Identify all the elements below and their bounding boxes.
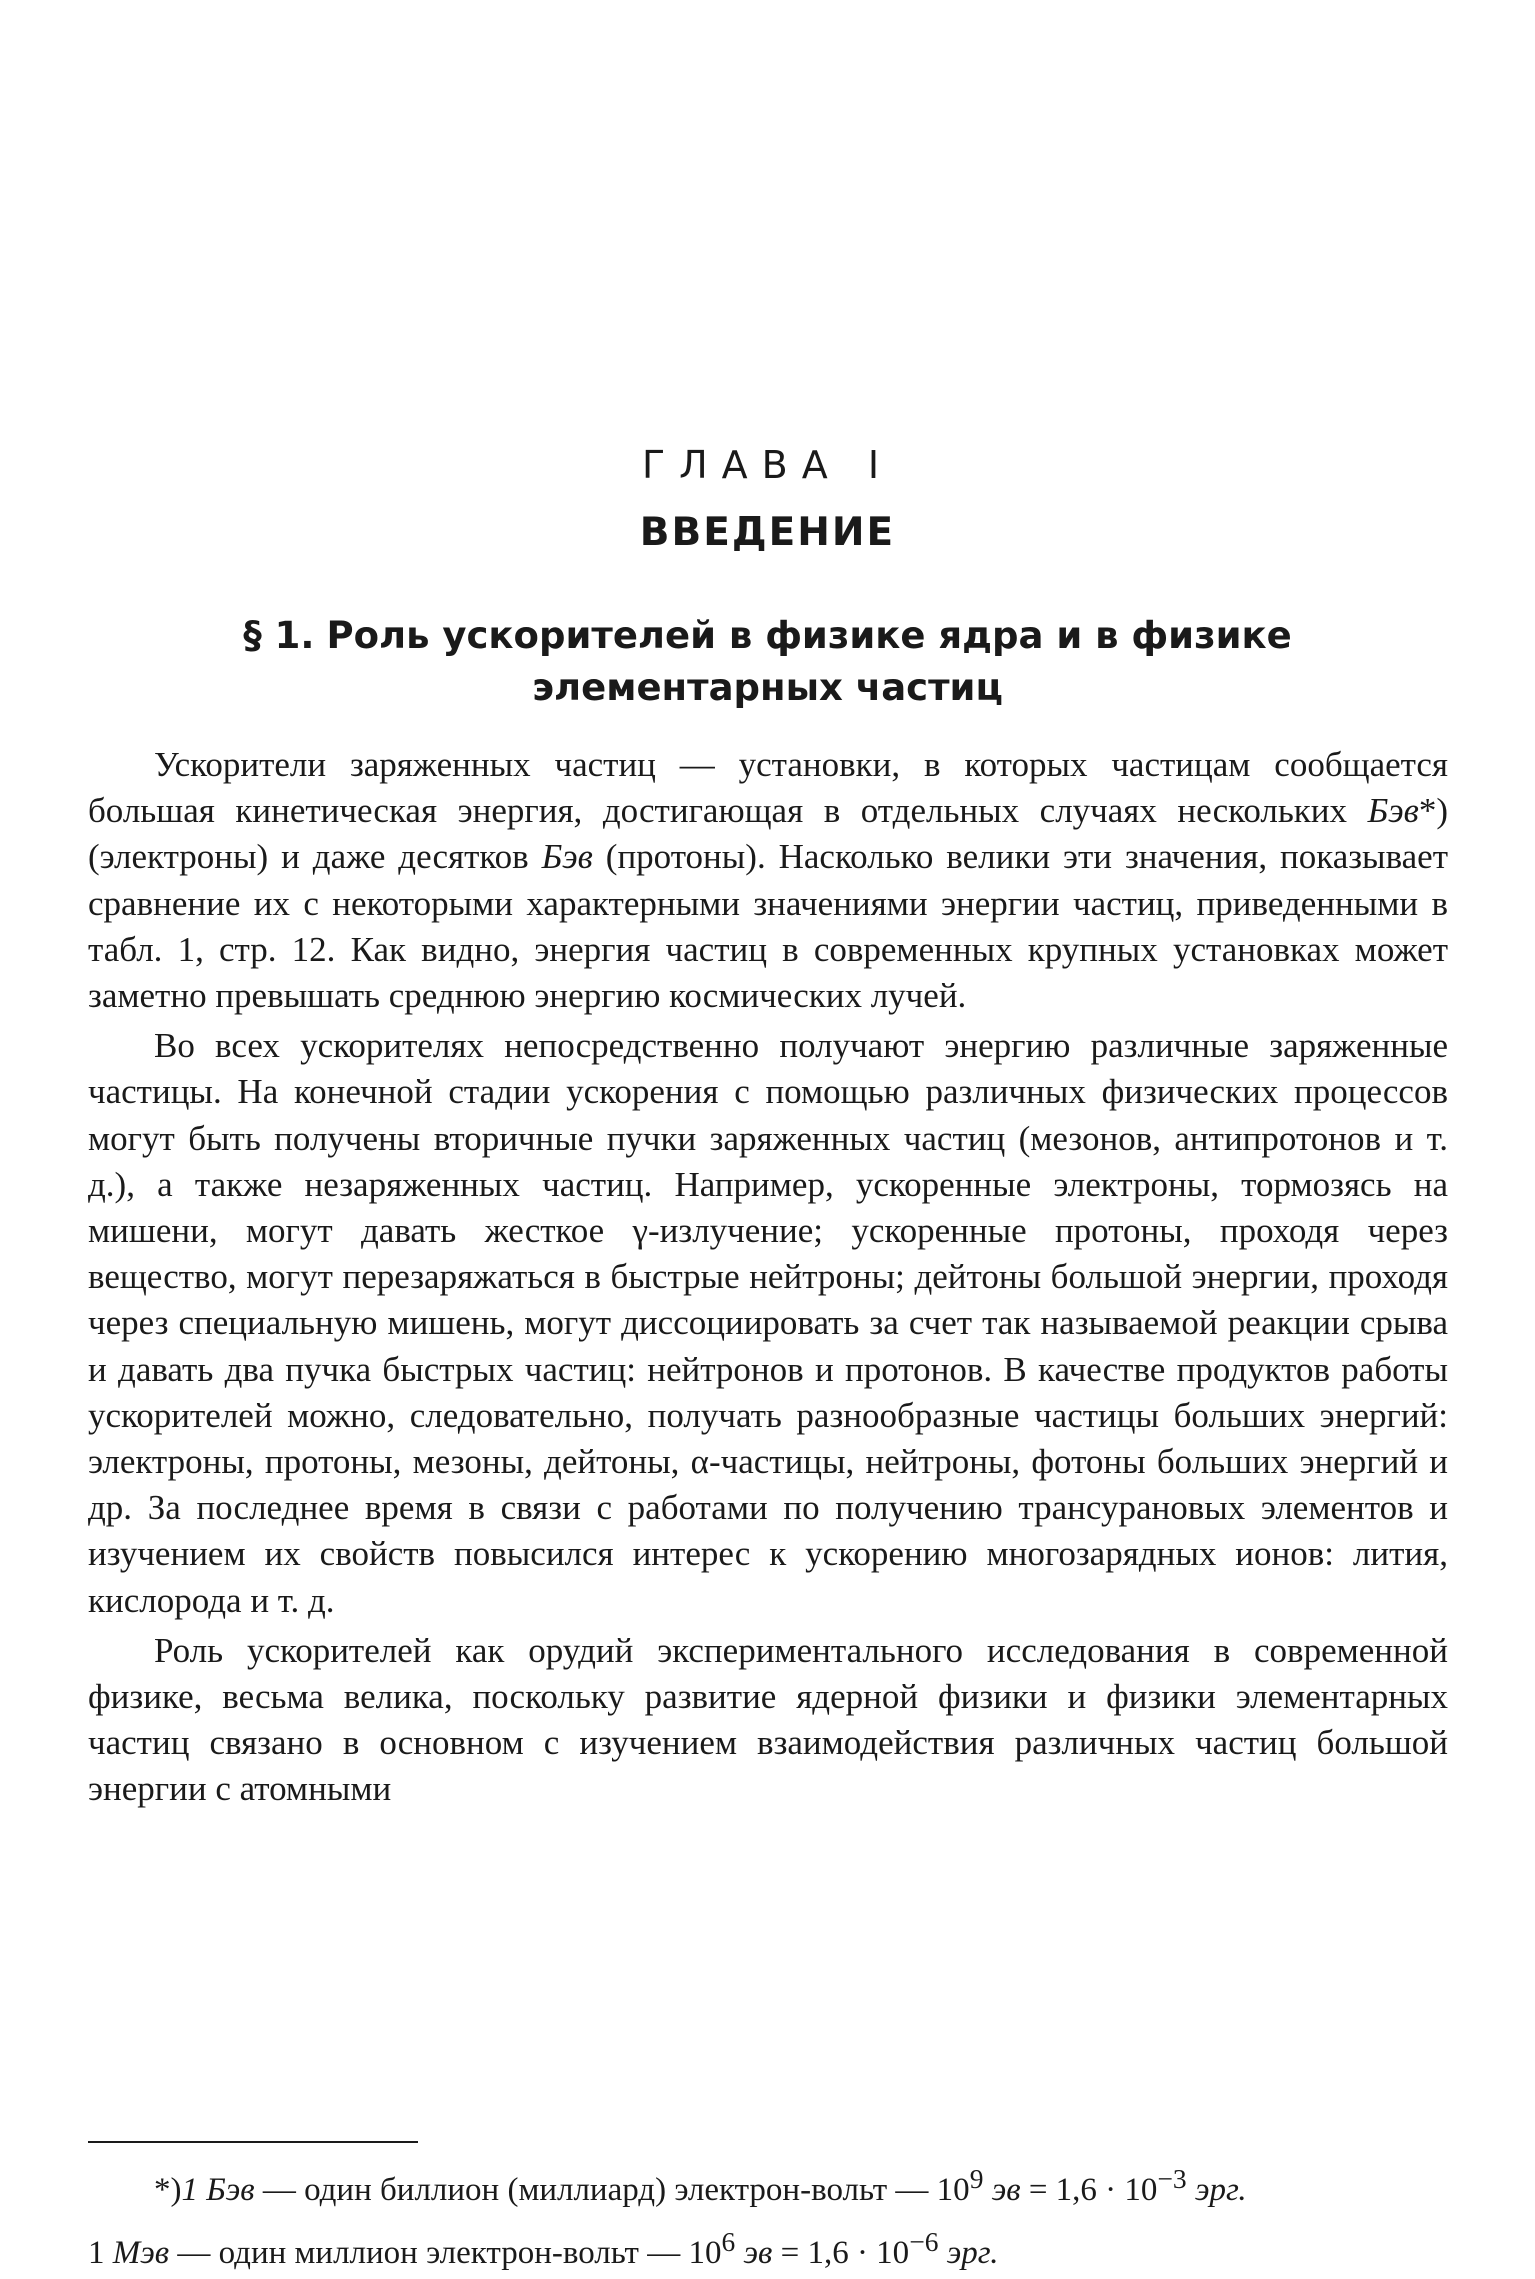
paragraph-1 <box>88 742 1448 1019</box>
footnotes <box>88 2153 1448 2279</box>
footnote-2-text-a: — один миллион электрон-вольт — 10 <box>169 2235 722 2271</box>
footnote-1-text-b: = 1,6 · 10 <box>1020 2172 1158 2208</box>
footnote-1-unit-ev: эв <box>983 2172 1021 2208</box>
footnote-2-lead: 1 <box>88 2235 113 2271</box>
footnote-2-unit-ev: эв <box>735 2235 773 2271</box>
body-text <box>88 742 1448 1813</box>
chapter-title: ВВЕДЕНИЕ <box>639 510 896 555</box>
chapter-label: ГЛАВА I <box>641 443 894 487</box>
paragraph-1-text-c: (протоны). Насколько велики эти значения, показывает сравнение их с некоторыми характерными значениями энергии частиц, приведенными в табл. 1, стр. 12. Как видно, энергия частиц в современных крупных установках может заметно превышать среднюю энергию космических лучей. <box>88 837 1449 1016</box>
unit-bev: Бэв <box>541 837 593 877</box>
footnote-1-unit-erg: эрг. <box>1186 2172 1247 2208</box>
footnote-1-exponent-a: 9 <box>969 2163 984 2194</box>
footnote-2-unit: Мэв <box>112 2235 170 2271</box>
footnote-1-exponent-b: −3 <box>1157 2163 1187 2194</box>
footnote-2-text-b: = 1,6 · 10 <box>772 2235 910 2271</box>
paragraph-2-text: Во всех ускорителях непосредственно получают энергию различные заряженные частицы. На конечной стадии ускорения с помощью различных физических процессов могут быть получены вторичные пучки заряженных частиц (мезонов, антипротонов и т. д.), а также незаряженных частиц. Например, ускоренные электроны, тормозясь на мишени, могут давать жесткое γ-излучение; ускоренные протоны, проходя через вещество, могут перезаряжаться в быстрые нейтроны; дейтоны большой энергии, проходя через специальную мишень, могут диссоциировать за счет так называемой реакции срыва и давать два пучка быстрых частиц: нейтронов и протонов. В качестве продуктов работы ускорителей можно, следовательно, получать разнообразные частицы больших энергий: электроны, протоны, мезоны, дейтоны, α-частицы, нейтроны, фотоны больших энергий и др. За последнее время в связи с работами по получению трансурановых элементов и изучением их свойств повысился интерес к ускорению многозарядных ионов: лития, кислорода и т. д. <box>88 1026 1448 1620</box>
footnote-2 <box>88 2216 1448 2279</box>
section-title: Роль ускорителей в физике ядра и в физике элементарных частиц <box>326 614 1292 709</box>
footnote-2-unit-erg: эрг. <box>938 2235 999 2271</box>
footnote-1-text-a: — один биллион (миллиард) электрон-вольт — 10 <box>254 2172 970 2208</box>
footnote-divider <box>88 2141 418 2143</box>
footnote-mark: *) <box>154 2172 182 2208</box>
section-number: § 1. <box>243 614 315 657</box>
paragraph-3-text: Роль ускорителей как орудий экспериментального исследования в современной физике, весьма велика, поскольку развитие ядерной физики и физики элементарных частиц связано в основном с изучением взаимодействия различных частиц большой энергии с атомными <box>88 1630 1448 1809</box>
footnote-1-unit: 1 Бэв <box>181 2172 255 2208</box>
footnote-2-exponent-a: 6 <box>721 2226 736 2257</box>
paragraph-1-text-a: Ускорители заряженных частиц — установки, в которых частицам сообщается большая кинетическая энергия, достигающая в отдельных случаях нескольких <box>88 745 1448 831</box>
footnote-2-exponent-b: −6 <box>909 2226 939 2257</box>
footnote-reference: *) <box>1418 791 1448 831</box>
paragraph-2 <box>88 1023 1448 1624</box>
footnote-1 <box>88 2153 1448 2216</box>
paragraph-3 <box>88 1628 1448 1813</box>
section-heading <box>140 610 1395 714</box>
unit-bev: Бэв <box>1367 791 1419 831</box>
paragraph-1-text-b: (электроны) и даже десятков <box>88 837 542 877</box>
